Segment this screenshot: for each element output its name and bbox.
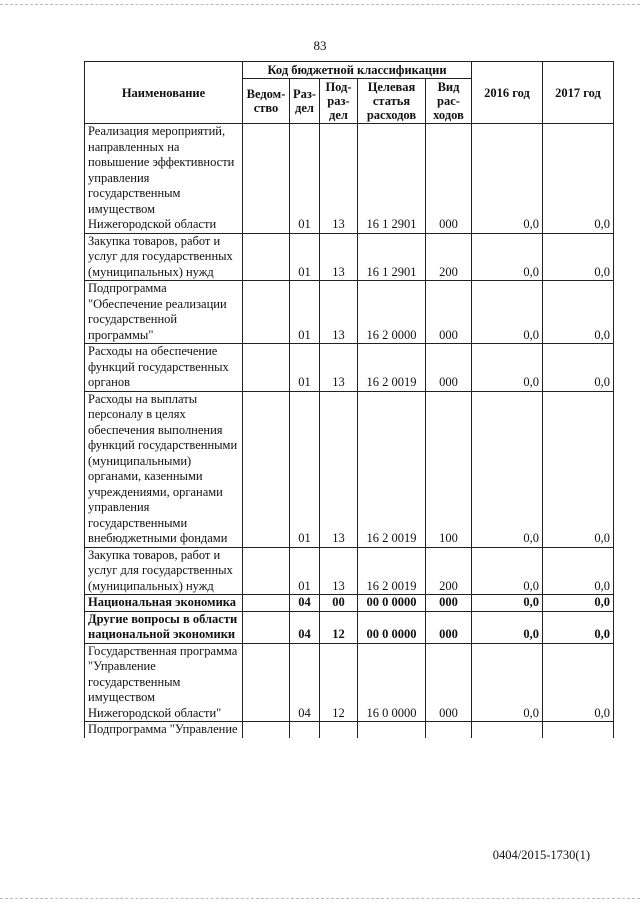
table-row — [85, 547, 614, 595]
cell-razdel: 01 — [290, 547, 320, 595]
cell-target-article: 16 2 0019 — [358, 391, 426, 547]
cell-target-article: 16 1 2901 — [358, 233, 426, 281]
cell-vedomstvo — [243, 233, 290, 281]
cell-2017: 0,0 — [543, 547, 614, 595]
cell-2016: 0,0 — [472, 643, 543, 722]
cell-expense-type: 000 — [426, 611, 472, 643]
table-row — [85, 344, 614, 392]
cell-name: Закупка товаров, работ и услуг для государственных (муниципальных) нужд — [85, 233, 243, 281]
cell-name: Закупка товаров, работ и услуг для государственных (муниципальных) нужд — [85, 547, 243, 595]
cell-podrazdel: 13 — [320, 124, 358, 234]
cell-name: Другие вопросы в области национальной экономики — [85, 611, 243, 643]
cell-podrazdel: 13 — [320, 344, 358, 392]
cell-2017: 0,0 — [543, 281, 614, 344]
cell-podrazdel: 00 — [320, 595, 358, 612]
cell-target-article — [358, 722, 426, 738]
cell-razdel: 01 — [290, 344, 320, 392]
cell-razdel: 01 — [290, 233, 320, 281]
cell-target-article: 16 1 2901 — [358, 124, 426, 234]
cell-expense-type: 000 — [426, 643, 472, 722]
header-expense-type: Вид рас-ходов — [426, 79, 472, 124]
cell-2016: 0,0 — [472, 281, 543, 344]
cell-podrazdel: 12 — [320, 611, 358, 643]
cell-name: Национальная экономика — [85, 595, 243, 612]
cell-name: Расходы на обеспечение функций государственных органов — [85, 344, 243, 392]
cell-vedomstvo — [243, 643, 290, 722]
cell-2016: 0,0 — [472, 547, 543, 595]
cell-razdel: 01 — [290, 391, 320, 547]
cell-podrazdel: 13 — [320, 233, 358, 281]
cell-2017: 0,0 — [543, 643, 614, 722]
cell-name: Подпрограмма "Обеспечение реализации государственной программы" — [85, 281, 243, 344]
cell-2017: 0,0 — [543, 611, 614, 643]
cell-2016: 0,0 — [472, 233, 543, 281]
cell-razdel: 01 — [290, 124, 320, 234]
cell-2017: 0,0 — [543, 344, 614, 392]
cell-vedomstvo — [243, 124, 290, 234]
table-body — [85, 124, 614, 738]
cell-target-article: 00 0 0000 — [358, 611, 426, 643]
cell-name: Расходы на выплаты персоналу в целях обеспечения выполнения функций государственными (муниципальными) органами, казенными учреждениями, органами управления государственными внебюджетными фондами — [85, 391, 243, 547]
header-podrazdel: Под-раз-дел — [320, 79, 358, 124]
cell-podrazdel: 13 — [320, 281, 358, 344]
scan-edge-top — [0, 4, 640, 5]
cell-expense-type: 000 — [426, 595, 472, 612]
document-code: 0404/2015-1730(1) — [492, 848, 590, 862]
cell-vedomstvo — [243, 547, 290, 595]
cell-2016: 0,0 — [472, 391, 543, 547]
header-razdel: Раз-дел — [290, 79, 320, 124]
cell-razdel: 01 — [290, 281, 320, 344]
cell-expense-type: 000 — [426, 344, 472, 392]
cell-2016: 0,0 — [472, 595, 543, 612]
cell-2016 — [472, 722, 543, 738]
table-row — [85, 595, 614, 612]
cell-podrazdel: 13 — [320, 391, 358, 547]
table-row — [85, 391, 614, 547]
cell-name: Государственная программа "Управление государственным имуществом Нижегородской области" — [85, 643, 243, 722]
header-name: Наименование — [85, 62, 243, 124]
header-2016: 2016 год — [472, 62, 543, 124]
cell-2016: 0,0 — [472, 124, 543, 234]
header-vedomstvo: Ведом-ство — [243, 79, 290, 124]
page-number: 83 — [313, 38, 327, 53]
cell-2017: 0,0 — [543, 233, 614, 281]
table-row — [85, 281, 614, 344]
cell-vedomstvo — [243, 595, 290, 612]
cell-target-article: 00 0 0000 — [358, 595, 426, 612]
cell-razdel: 04 — [290, 595, 320, 612]
table-row — [85, 722, 614, 738]
cell-expense-type: 000 — [426, 281, 472, 344]
cell-expense-type — [426, 722, 472, 738]
cell-2017: 0,0 — [543, 595, 614, 612]
cell-podrazdel: 12 — [320, 643, 358, 722]
cell-target-article: 16 2 0019 — [358, 344, 426, 392]
cell-2017: 0,0 — [543, 391, 614, 547]
cell-2016: 0,0 — [472, 611, 543, 643]
header-target-article: Целевая статья расходов — [358, 79, 426, 124]
scan-edge-bottom — [0, 898, 640, 899]
header-2017: 2017 год — [543, 62, 614, 124]
table-row — [85, 233, 614, 281]
cell-expense-type: 200 — [426, 233, 472, 281]
header-budget-classification: Код бюджетной классификации — [243, 62, 472, 79]
cell-name: Реализация мероприятий, направленных на повышение эффективности управления государственным имуществом Нижегородской области — [85, 124, 243, 234]
cell-vedomstvo — [243, 344, 290, 392]
cell-expense-type: 200 — [426, 547, 472, 595]
cell-2017: 0,0 — [543, 124, 614, 234]
cell-2016: 0,0 — [472, 344, 543, 392]
table-row — [85, 643, 614, 722]
cell-expense-type: 000 — [426, 124, 472, 234]
cell-podrazdel — [320, 722, 358, 738]
budget-table — [84, 61, 614, 738]
cell-target-article: 16 0 0000 — [358, 643, 426, 722]
cell-expense-type: 100 — [426, 391, 472, 547]
cell-razdel: 04 — [290, 611, 320, 643]
cell-razdel — [290, 722, 320, 738]
cell-2017 — [543, 722, 614, 738]
cell-vedomstvo — [243, 281, 290, 344]
cell-vedomstvo — [243, 722, 290, 738]
cell-target-article: 16 2 0019 — [358, 547, 426, 595]
cell-podrazdel: 13 — [320, 547, 358, 595]
cell-vedomstvo — [243, 611, 290, 643]
cell-target-article: 16 2 0000 — [358, 281, 426, 344]
table-row — [85, 124, 614, 234]
cell-razdel: 04 — [290, 643, 320, 722]
cell-name: Подпрограмма "Управление — [85, 722, 243, 738]
cell-vedomstvo — [243, 391, 290, 547]
table-row — [85, 611, 614, 643]
